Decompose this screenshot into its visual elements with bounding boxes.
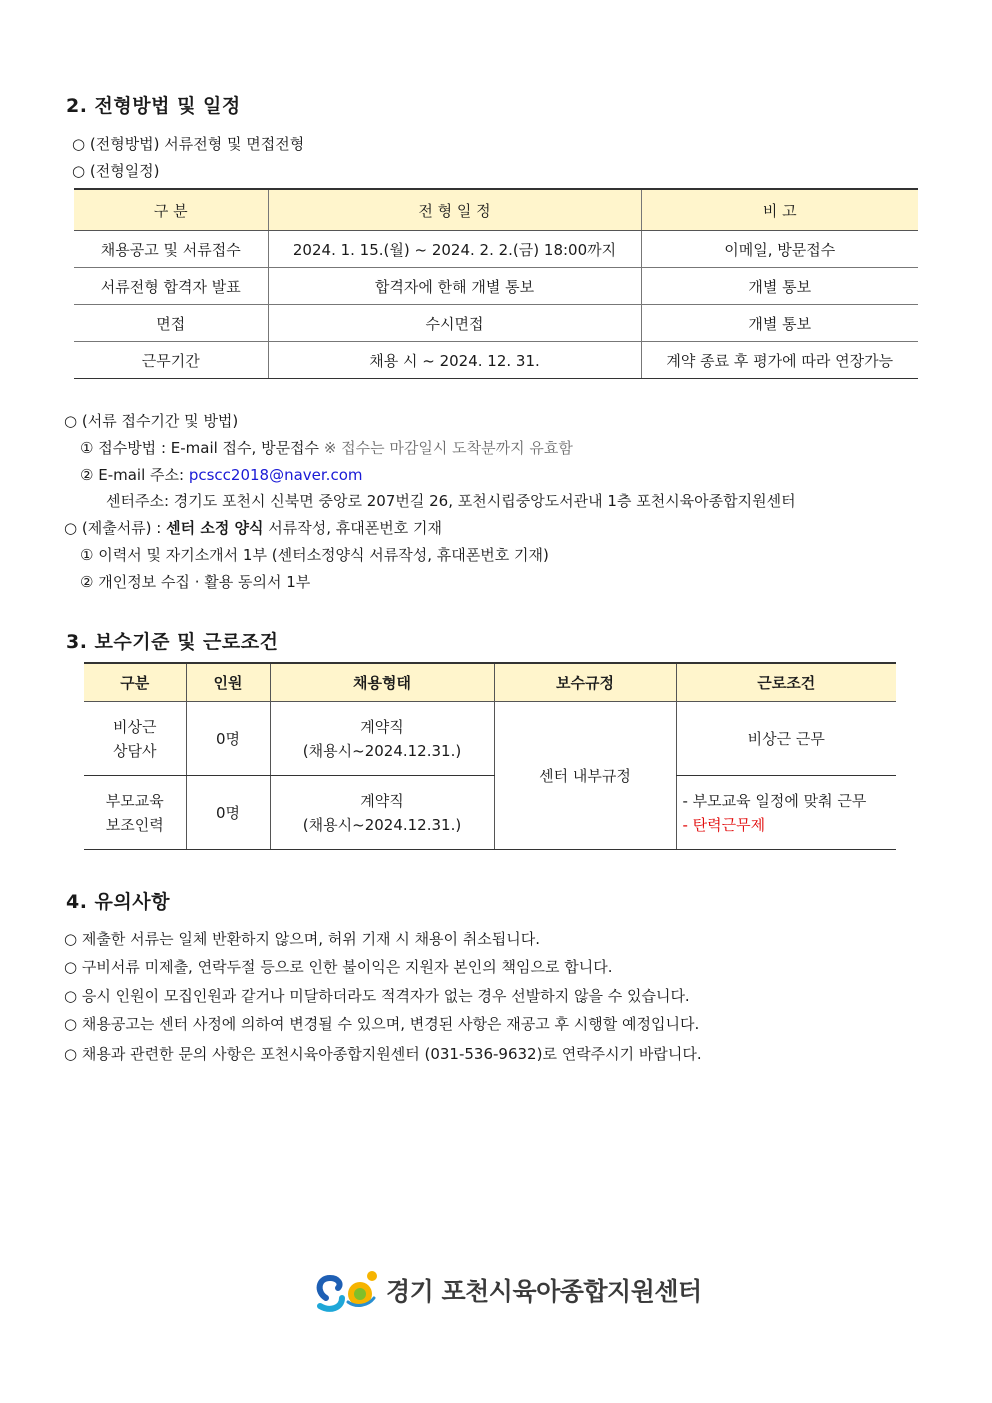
- table-header-cell: 구분: [84, 663, 186, 702]
- type-line: 계약직: [360, 791, 404, 810]
- note-line: ○ 제출한 서류는 일체 반환하지 않으며, 허위 기재 시 채용이 취소됩니다.: [64, 930, 541, 948]
- documents-item1: ① 이력서 및 자기소개서 1부 (센터소정양식 서류작성, 휴대폰번호 기재): [80, 546, 549, 564]
- table-row: [84, 776, 896, 850]
- category-line: 상담사: [113, 741, 157, 760]
- table-cell: 근무기간: [74, 342, 268, 379]
- category-cell: [84, 776, 186, 850]
- center-address: 센터주소: 경기도 포천시 신북면 중앙로 207번길 26, 포천시립중앙도서관내 1층 포천시육아종합지원센터: [106, 492, 796, 510]
- note-line: ○ 채용과 관련한 문의 사항은 포천시육아종합지원센터 (031-536-9632)로 연락주시기 바랍니다.: [64, 1045, 702, 1063]
- table-cell: 2024. 1. 15.(월) ~ 2024. 2. 2.(금) 18:00까지: [268, 231, 641, 268]
- schedule-label: ○ (전형일정): [72, 162, 160, 180]
- application-item1: [80, 437, 573, 458]
- table-cell: 계약 종료 후 평가에 따라 연장가능: [641, 342, 918, 379]
- count-cell: 0명: [186, 702, 270, 776]
- note-line: ○ 채용공고는 센터 사정에 의하여 변경될 수 있으며, 변경된 사항은 재공고 후 시행할 예정입니다.: [64, 1015, 700, 1033]
- table-cell: 서류전형 합격자 발표: [74, 268, 268, 305]
- type-line: 계약직: [360, 717, 404, 736]
- table-cell: 면접: [74, 305, 268, 342]
- table-cell: 수시면접: [268, 305, 641, 342]
- logo-text: 경기 포천시육아종합지원센터: [386, 1277, 702, 1306]
- center-logo: [312, 1268, 702, 1312]
- application-title: ○ (서류 접수기간 및 방법): [64, 412, 239, 430]
- documents-prefix: ○ (제출서류) :: [64, 519, 162, 537]
- documents-suffix: 서류작성, 휴대폰번호 기재: [268, 519, 442, 537]
- table-header-cell: 전 형 일 정: [268, 189, 641, 231]
- documents-bold: 센터 소정 양식: [166, 519, 264, 537]
- method-line: ○ (전형방법) 서류전형 및 면접전형: [72, 135, 305, 153]
- pay-table: [84, 662, 896, 850]
- category-cell: [84, 702, 186, 776]
- count-cell: 0명: [186, 776, 270, 850]
- table-row: [74, 231, 918, 268]
- table-header-cell: 비 고: [641, 189, 918, 231]
- application-item2: [80, 464, 362, 485]
- note-line: ○ 응시 인원이 모집인원과 같거나 미달하더라도 적격자가 없는 경우 선발하지 않을 수 있습니다.: [64, 987, 690, 1005]
- table-header-cell: 채용형태: [270, 663, 494, 702]
- type-line: (채용시~2024.12.31.): [302, 741, 462, 760]
- table-cell: 개별 통보: [641, 268, 918, 305]
- table-row: [74, 342, 918, 379]
- table-header-cell: 인원: [186, 663, 270, 702]
- section3-heading: 3. 보수기준 및 근로조건: [66, 631, 279, 653]
- section4-heading: 4. 유의사항: [66, 891, 170, 913]
- condition-cell: 비상근 근무: [676, 702, 896, 776]
- application-note: ※ 접수는 마감일시 도착분까지 유효함: [323, 439, 573, 457]
- condition-line-highlight: - 탄력근무제: [682, 815, 766, 834]
- table-row: [84, 702, 896, 776]
- type-line: (채용시~2024.12.31.): [302, 815, 462, 834]
- category-line: 보조인력: [105, 815, 164, 834]
- table-cell: 채용공고 및 서류접수: [74, 231, 268, 268]
- documents-item2: ② 개인정보 수집 · 활용 동의서 1부: [80, 573, 311, 591]
- table-cell: 채용 시 ~ 2024. 12. 31.: [268, 342, 641, 379]
- condition-cell: [676, 776, 896, 850]
- schedule-table-header: [74, 189, 918, 231]
- pay-table-header: [84, 663, 896, 702]
- table-row: [74, 268, 918, 305]
- application-method: ① 접수방법 : E-mail 접수, 방문접수: [80, 439, 320, 457]
- table-header-cell: 보수규정: [494, 663, 676, 702]
- table-row: [74, 305, 918, 342]
- table-header-cell: 구 분: [74, 189, 268, 231]
- table-cell: 개별 통보: [641, 305, 918, 342]
- table-header-cell: 근로조건: [676, 663, 896, 702]
- note-line: ○ 구비서류 미제출, 연락두절 등으로 인한 불이익은 지원자 본인의 책임으로 합니다.: [64, 958, 613, 976]
- condition-line: - 부모교육 일정에 맞춰 근무: [682, 791, 867, 810]
- email-label: ② E-mail 주소:: [80, 466, 185, 484]
- schedule-table: [74, 188, 918, 379]
- section2-heading: 2. 전형방법 및 일정: [66, 95, 241, 117]
- table-cell: 합격자에 한해 개별 통보: [268, 268, 641, 305]
- pay-rule-cell: 센터 내부규정: [494, 702, 676, 850]
- category-line: 비상근: [113, 717, 157, 736]
- category-line: 부모교육: [105, 791, 164, 810]
- table-cell: 이메일, 방문접수: [641, 231, 918, 268]
- email-link[interactable]: pcscc2018@naver.com: [188, 466, 363, 484]
- type-cell: [270, 776, 494, 850]
- center-logo-icon: [312, 1268, 380, 1312]
- documents-title: [64, 517, 442, 538]
- type-cell: [270, 702, 494, 776]
